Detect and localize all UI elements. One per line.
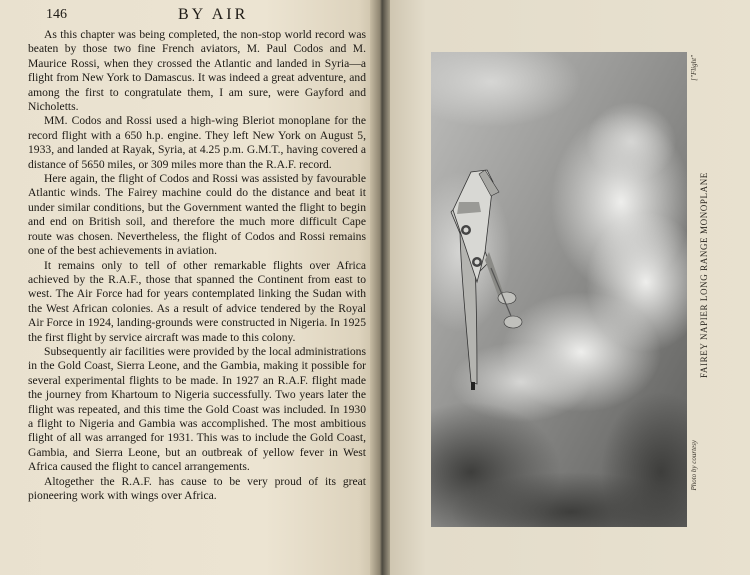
paragraph: It remains only to tell of other remarkable flights over Africa achieved by the R.A.F., those that spanned the Continent from east to west. The Air Force had for years contemplated linking the Sudan with the West African colonies. As a result of advice tendered by the Royal Air Force in 1924, landing-grounds were constructed in Nigeria. In 1925 the first flight by service aircraft was made to this colony.	[28, 258, 366, 344]
caption-text: FAIREY NAPIER LONG RANGE MONOPLANE	[699, 172, 709, 378]
aircraft-photo	[431, 52, 687, 527]
paragraph: Altogether the R.A.F. has cause to be very proud of its great pioneering work with wings over Africa.	[28, 474, 366, 502]
running-head: BY AIR	[178, 6, 249, 23]
aircraft-photo-illustration	[431, 52, 687, 527]
body-text	[28, 28, 366, 503]
paragraph: MM. Codos and Rossi used a high-wing Bleriot monoplane for the record flight with a 650 h.p. engine. They left New York on August 5, 1933, and landed at Rayak, Syria, at 4.25 p.m. G.M.T., having covered a distance of 5650 miles, or 309 miles more than the R.A.F. record.	[28, 114, 366, 171]
page-number: 146	[46, 7, 67, 22]
photo-credit: Photo by courtesy	[690, 440, 698, 491]
book-gutter	[370, 0, 392, 575]
paragraph: Here again, the flight of Codos and Rossi was assisted by favourable Atlantic winds. The Fairey machine could do the distance and beat it under similar conditions, but the Government wanted the flight to begin and end on British soil, and therefore the much more difficult Cape route was chosen. Nevertheless, the flight of Codos and Rossi remains one of the best achievements in aviation.	[28, 172, 366, 258]
paragraph: As this chapter was being completed, the non-stop world record was beaten by those two fine French aviators, M. Paul Codos and M. Maurice Rossi, when they crossed the Atlantic and landed in Syria—a flight from New York to Damascus. It was indeed a great adventure, and among the first to congratulate them, I am sure, were Gayford and Nicholetts.	[28, 28, 366, 114]
paragraph: Subsequently air facilities were provided by the local administrations in the Gold Coast, Sierra Leone, and the Gambia, making it possible for several experimental flights to be made. In 1927 an R.A.F. flight made the journey from Khartoum to Nigeria successfully. Two years later the flight was repeated, and this time the Gold Coast was included. In 1930 a flight to Nigeria and Gambia was accomplished. The most ambitious flight of all was arranged for 1931. This was to include the Gold Coast, Gambia, and Sierra Leone, but an outbreak of yellow fever in West Africa caused the flight to cancel arrangements.	[28, 344, 366, 474]
plate-caption	[699, 125, 717, 505]
photo-credit-source: ["Flight"	[690, 55, 698, 81]
